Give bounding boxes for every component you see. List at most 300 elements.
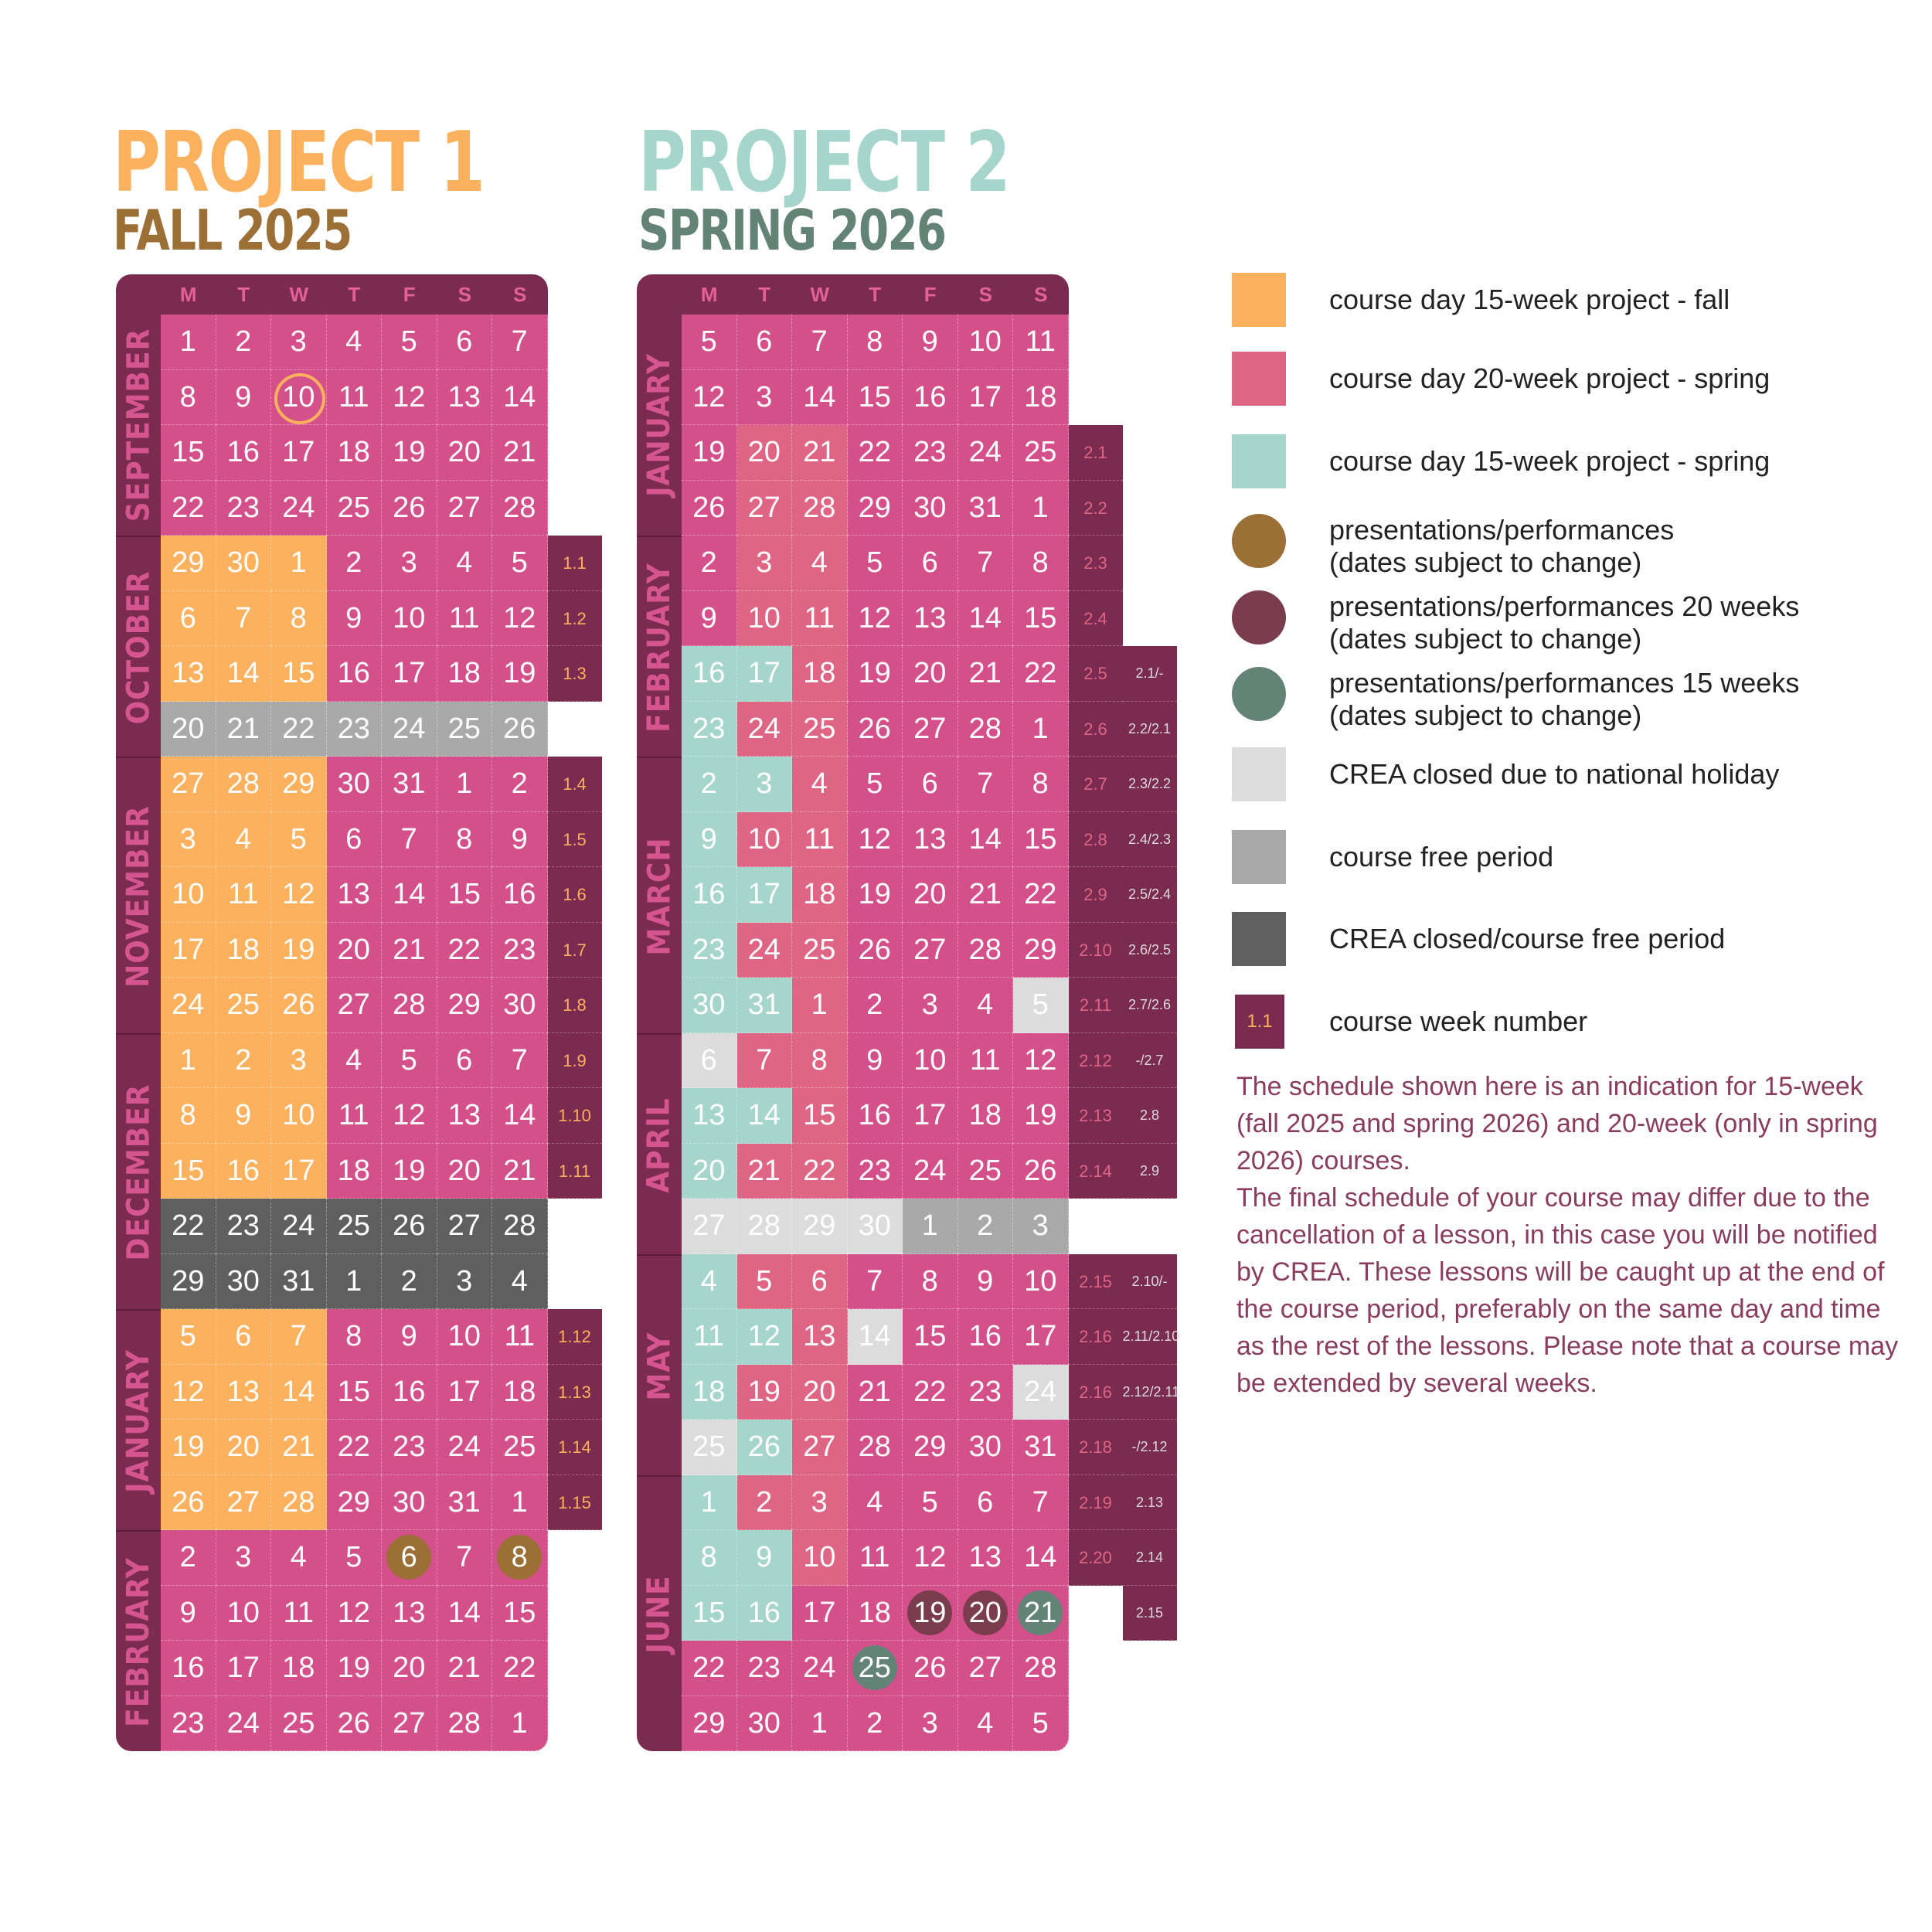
month-name: MARCH [641,837,678,956]
day-number: 30 [747,1706,781,1740]
day-number: 7 [400,822,417,855]
day-cell [682,1033,737,1089]
day-cell [1013,923,1069,978]
day-cell [903,1641,958,1696]
day-number: 14 [858,1320,891,1352]
day-number: 4 [511,1264,528,1298]
day-cell [327,1641,383,1696]
day-cell [682,1088,737,1144]
day-cell [382,536,437,591]
day-cell [682,1641,737,1696]
day-number: 10 [1024,1264,1057,1298]
day-number: 13 [692,1099,726,1131]
legend-swatch [1232,514,1286,568]
day-number: 16 [747,1596,781,1629]
day-cell [437,1033,493,1089]
day-number: 17 [913,1099,947,1131]
day-cell [682,1696,737,1752]
day-cell [1013,370,1069,426]
day-number: 15 [282,657,315,689]
day-number: 3 [921,988,938,1021]
day-number: 25 [968,1154,1002,1187]
month-name: SEPTEMBER [121,328,156,522]
day-number: 8 [811,1043,828,1077]
day-number: 26 [747,1430,781,1463]
legend-swatch [1232,830,1286,884]
day-cell [682,315,737,370]
day-number: 24 [172,988,205,1021]
day-cell [792,1475,848,1531]
day-number: 20 [803,1375,836,1408]
day-number: 11 [804,822,835,855]
day-cell [1013,425,1069,481]
week-number: 2.1/- [1123,646,1177,702]
day-cell [682,425,737,481]
day-number: 17 [747,657,781,689]
day-number: 19 [858,657,891,689]
day-cell [1013,1199,1069,1254]
day-number: 23 [503,933,536,966]
day-cell [216,812,272,868]
day-cell [437,1254,493,1310]
week-number: 2.1 [1069,425,1123,481]
day-number: 7 [977,767,994,800]
day-number: 18 [337,1154,370,1187]
day-number: 27 [747,491,781,524]
day-cell [271,1420,327,1475]
day-cell [437,1586,493,1641]
day-number: 11 [338,380,369,413]
day-number: 28 [968,933,1002,966]
day-cell [437,1144,493,1199]
day-number: 29 [803,1209,836,1242]
week-number: 2.3/2.2 [1123,757,1177,812]
project2-calendar [637,274,1180,1751]
day-number: 2 [866,1706,883,1740]
day-number: 6 [456,1043,473,1077]
day-cell [382,812,437,868]
day-cell [216,1365,272,1420]
day-cell [903,1530,958,1586]
day-number: 8 [1032,546,1049,579]
day-number: 20 [226,1430,260,1463]
day-number: 30 [692,988,726,1021]
month-name: FEBRUARY [121,1557,156,1727]
day-number: 18 [282,1651,315,1684]
day-number: 1 [700,1485,717,1519]
day-cell [848,978,903,1033]
legend-label: course day 15-week project - spring [1329,445,1770,477]
day-number: 23 [393,1430,426,1463]
day-cell [682,757,737,812]
day-number: 8 [511,1541,528,1573]
day-cell [1013,978,1069,1033]
day-number: 10 [282,1099,315,1131]
day-cell [382,1365,437,1420]
week-number: 2.9 [1069,867,1123,923]
day-number: 12 [337,1596,370,1629]
day-number: 10 [803,1541,836,1573]
day-number: 1 [290,546,307,579]
day-number: 25 [503,1430,536,1463]
legend-swatch [1232,434,1286,488]
day-header: S [1034,283,1048,306]
day-cell [327,812,383,868]
day-cell [437,1365,493,1420]
day-number: 12 [692,380,726,413]
day-number: 18 [447,657,481,689]
day-number: 6 [700,1043,717,1077]
day-cell [848,1475,903,1531]
day-number: 9 [179,1596,196,1629]
day-number: 4 [235,822,252,855]
day-cell [958,867,1014,923]
day-cell [958,536,1014,591]
day-cell [327,315,383,370]
day-cell [848,1641,903,1696]
day-cell [161,1586,216,1641]
day-number: 11 [859,1541,890,1573]
legend-swatch: 1.1 [1235,995,1284,1049]
day-cell [382,1144,437,1199]
day-number: 27 [337,988,370,1021]
day-number: 17 [393,657,426,689]
day-number: 13 [337,878,370,910]
day-number: 19 [393,1154,426,1187]
day-cell [958,591,1014,647]
day-number: 23 [337,712,370,745]
day-number: 7 [511,325,528,358]
day-number: 15 [447,878,481,910]
day-cell [682,978,737,1033]
day-number: 20 [913,657,947,689]
day-cell [958,481,1014,536]
day-number: 17 [447,1375,481,1408]
day-cell [903,425,958,481]
day-cell [161,978,216,1033]
day-cell [792,1033,848,1089]
day-number: 26 [393,491,426,524]
day-number: 16 [226,1154,260,1187]
day-cell [216,923,272,978]
week-number: 2.15 [1069,1254,1123,1310]
day-cell [382,1088,437,1144]
week-number: 2.2 [1069,481,1123,536]
day-number: 28 [803,491,836,524]
day-number: 9 [400,1320,417,1352]
day-number: 22 [282,712,315,745]
day-cell [903,1144,958,1199]
day-cell [1013,1530,1069,1586]
day-cell [737,923,793,978]
day-cell [903,1365,958,1420]
day-cell [437,1641,493,1696]
day-number: 28 [282,1485,315,1519]
project1-calendar [116,274,591,1751]
day-number: 22 [503,1651,536,1684]
day-cell [161,1530,216,1586]
day-cell [682,1309,737,1365]
day-number: 3 [235,1541,252,1573]
day-cell [848,1088,903,1144]
day-cell [792,1365,848,1420]
day-cell [271,1309,327,1365]
day-number: 25 [803,712,836,745]
day-cell [327,1530,383,1586]
month-label [637,1254,682,1477]
day-cell [437,1696,493,1752]
day-number: 22 [172,1209,205,1242]
day-number: 29 [858,491,891,524]
month-label [116,757,161,1035]
week-number: 1.13 [548,1365,602,1420]
day-number: 9 [700,601,717,634]
day-cell [492,1254,548,1310]
day-cell [437,1420,493,1475]
day-number: 26 [692,491,726,524]
day-cell [271,1475,327,1531]
project2-title: PROJECT 2 [638,114,1010,211]
day-cell [1013,646,1069,702]
day-number: 31 [282,1264,315,1298]
month-name: NOVEMBER [121,804,156,988]
day-cell [792,646,848,702]
day-number: 7 [977,546,994,579]
day-cell [958,812,1014,868]
day-cell [682,1586,737,1641]
day-number: 3 [179,822,196,855]
day-cell [792,591,848,647]
day-cell [1013,1475,1069,1531]
day-cell [1013,1420,1069,1475]
day-number: 10 [913,1043,947,1077]
day-number: 1 [511,1485,528,1519]
day-number: 25 [337,491,370,524]
day-header: T [758,283,771,306]
day-number: 8 [1032,767,1049,800]
week-number: 1.9 [548,1033,602,1089]
day-number: 25 [1024,436,1057,468]
day-number: 23 [747,1651,781,1684]
legend-label: CREA closed due to national holiday [1329,758,1780,790]
day-cell [848,481,903,536]
day-number: 11 [804,601,835,634]
day-cell [792,1696,848,1752]
day-cell [492,923,548,978]
day-cell [848,1696,903,1752]
day-cell [327,425,383,481]
day-cell [216,1475,272,1531]
day-cell [848,315,903,370]
schedule-note [1236,1068,1901,1402]
day-cell [437,425,493,481]
week-number: 2.19 [1069,1475,1123,1531]
day-cell [161,1696,216,1752]
day-number: 6 [977,1485,994,1519]
day-cell [792,536,848,591]
day-number: 25 [337,1209,370,1242]
day-cell [382,646,437,702]
day-cell [737,1199,793,1254]
day-number: 30 [226,546,260,579]
note-paragraph-1: The schedule shown here is an indication for 15-week (fall 2025 and spring 2026) and 20-week (only in spring 2026) courses. [1236,1072,1878,1175]
day-cell [327,757,383,812]
day-number: 17 [803,1596,836,1629]
day-cell [848,1530,903,1586]
day-number: 13 [447,380,481,413]
day-number: 13 [226,1375,260,1408]
day-cell [792,923,848,978]
day-number: 28 [393,988,426,1021]
week-number: 2.18 [1069,1420,1123,1475]
day-cell [1013,536,1069,591]
day-number: 21 [747,1154,781,1187]
day-cell [216,1088,272,1144]
day-cell [792,481,848,536]
day-cell [161,315,216,370]
day-header: W [810,283,830,306]
day-number: 15 [503,1596,536,1629]
day-number: 9 [511,822,528,855]
day-cell [1013,591,1069,647]
day-cell [903,646,958,702]
day-number: 16 [858,1099,891,1131]
day-cell [161,923,216,978]
day-number: 15 [1024,822,1057,855]
day-cell [382,702,437,757]
month-name: MAY [641,1332,677,1400]
day-number: 22 [172,491,205,524]
day-cell [161,1033,216,1089]
day-number: 16 [393,1375,426,1408]
day-cell [492,757,548,812]
day-number: 13 [172,657,205,689]
day-cell [492,425,548,481]
day-number: 7 [756,1043,773,1077]
day-cell [848,1199,903,1254]
day-cell [792,1530,848,1586]
day-number: 6 [179,601,196,634]
day-cell [737,1309,793,1365]
day-number: 20 [747,436,781,468]
day-cell [792,315,848,370]
day-number: 4 [290,1541,307,1573]
day-cell [848,1365,903,1420]
day-number: 2 [400,1264,417,1298]
day-cell [492,1696,548,1752]
day-cell [382,1309,437,1365]
day-cell [492,1199,548,1254]
day-cell [271,1033,327,1089]
day-cell [903,1420,958,1475]
day-cell [327,481,383,536]
day-cell [161,370,216,426]
day-number: 10 [747,601,781,634]
day-number: 6 [921,546,938,579]
day-number: 3 [756,380,773,413]
day-cell [848,1586,903,1641]
day-number: 14 [747,1099,781,1131]
day-cell [382,978,437,1033]
week-number: 2.13 [1123,1475,1177,1531]
week-number: 1.3 [548,646,602,702]
month-label [637,1033,682,1256]
day-cell [682,1254,737,1310]
day-cell [437,1309,493,1365]
day-cell [958,1088,1014,1144]
day-cell [737,536,793,591]
day-number: 26 [858,933,891,966]
day-cell [161,1199,216,1254]
project1-title: PROJECT 1 [113,114,485,211]
day-cell [737,867,793,923]
day-cell [1013,1309,1069,1365]
day-number: 16 [692,878,726,910]
day-cell [382,425,437,481]
day-number: 10 [747,822,781,855]
day-cell [271,757,327,812]
day-cell [382,867,437,923]
day-number: 15 [692,1596,726,1629]
day-cell [382,1641,437,1696]
month-name: OCTOBER [121,570,157,725]
day-number: 23 [172,1706,205,1740]
day-cell [903,1309,958,1365]
day-cell [271,425,327,481]
day-cell [216,1420,272,1475]
day-cell [792,978,848,1033]
day-cell [492,481,548,536]
day-number: 29 [172,546,205,579]
day-number: 26 [172,1485,205,1519]
day-cell [271,1254,327,1310]
day-number: 28 [503,491,536,524]
week-number: 1.2 [548,591,602,647]
day-number: 23 [968,1375,1002,1408]
day-number: 29 [172,1264,205,1298]
day-cell [792,425,848,481]
day-number: 9 [345,601,362,634]
day-number: 9 [700,822,717,855]
day-number: 7 [456,1541,473,1573]
week-number: 2.7/2.6 [1123,978,1177,1033]
day-cell [327,1088,383,1144]
week-number: 2.4/2.3 [1123,812,1177,868]
day-number: 25 [858,1651,891,1684]
day-number: 16 [913,380,947,413]
day-cell [161,812,216,868]
day-cell [958,425,1014,481]
day-cell [848,812,903,868]
day-number: 30 [337,767,370,800]
day-number: 16 [226,436,260,468]
day-cell [492,1144,548,1199]
day-cell [848,867,903,923]
day-cell [1013,1365,1069,1420]
day-cell [161,1309,216,1365]
day-number: 2 [235,325,252,358]
day-number: 6 [756,325,773,358]
day-cell [161,1365,216,1420]
day-cell [848,1033,903,1089]
day-header: T [237,283,250,306]
day-cell [792,1420,848,1475]
day-cell [437,1199,493,1254]
legend-swatch [1232,667,1286,721]
week-number: 2.20 [1069,1530,1123,1586]
day-number: 22 [692,1651,726,1684]
day-cell [161,425,216,481]
